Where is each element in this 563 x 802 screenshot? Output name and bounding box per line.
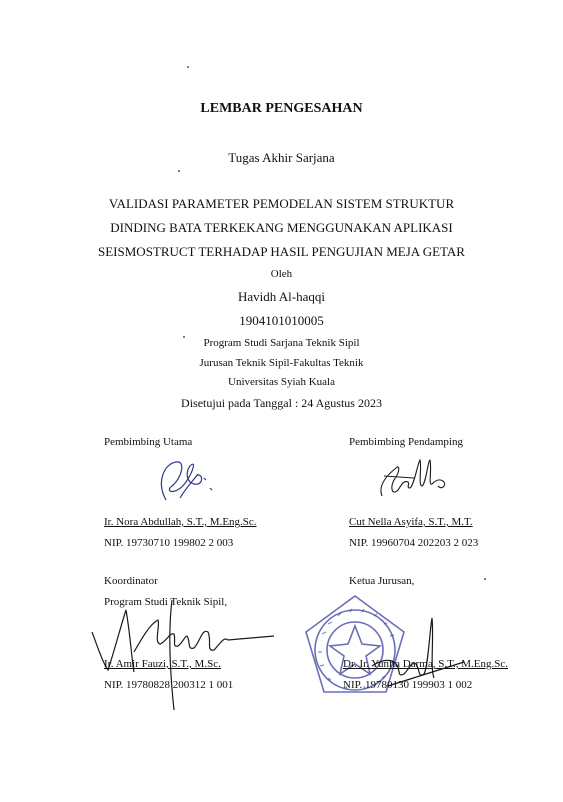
thesis-title-line-1: VALIDASI PARAMETER PEMODELAN SISTEM STRUKTUR <box>108 196 455 211</box>
university: Universitas Syiah Kuala <box>228 376 335 388</box>
co-supervisor-nip: NIP. 19960704 202203 2 023 <box>349 537 479 549</box>
co-supervisor-signature <box>374 456 464 506</box>
author-name: Havidh Al-haqqi <box>237 289 325 304</box>
head-of-department-name: Dr. Ir. Yunita Darma, S.T., M.Eng.Sc. <box>343 658 508 670</box>
document-subtitle: Tugas Akhir Sarjana <box>228 150 335 165</box>
scan-speck <box>187 66 189 68</box>
main-supervisor-nip: NIP. 19730710 199802 2 003 <box>104 537 234 549</box>
coordinator-nip: NIP. 19780828 200312 1 001 <box>104 679 234 691</box>
co-supervisor-name: Cut Nella Asyifa, S.T., M.T. <box>349 516 473 528</box>
study-program: Program Studi Sarjana Teknik Sipil <box>203 337 360 349</box>
thesis-title-line-2: DINDING BATA TERKEKANG MENGGUNAKAN APLIKASI <box>110 220 453 235</box>
thesis-title-line-3: SEISMOSTRUCT TERHADAP HASIL PENGUJIAN MEJA GETAR <box>98 244 465 259</box>
head-of-department-nip: NIP. 19780130 199903 1 002 <box>343 679 473 691</box>
student-id: 1904101010005 <box>239 313 324 328</box>
main-supervisor-name: Ir. Nora Abdullah, S.T., M.Eng.Sc. <box>104 516 257 528</box>
page-title: LEMBAR PENGESAHAN <box>200 101 363 116</box>
main-supervisor-role: Pembimbing Utama <box>104 436 193 448</box>
coordinator-program: Program Studi Teknik Sipil, <box>104 596 228 608</box>
approval-date: Disetujui pada Tanggal : 24 Agustus 2023 <box>181 396 382 410</box>
coordinator-role: Koordinator <box>104 575 158 587</box>
co-supervisor-role: Pembimbing Pendamping <box>349 436 463 448</box>
department: Jurusan Teknik Sipil-Fakultas Teknik <box>199 357 364 369</box>
main-supervisor-signature <box>146 452 226 512</box>
coordinator-name: Ir. Amir Fauzi, S.T., M.Sc. <box>104 658 221 670</box>
scan-speck <box>178 170 180 172</box>
coordinator-signature <box>88 592 278 712</box>
head-of-department-role: Ketua Jurusan, <box>349 575 415 587</box>
scan-speck <box>484 578 486 580</box>
by-label: Oleh <box>270 268 293 280</box>
